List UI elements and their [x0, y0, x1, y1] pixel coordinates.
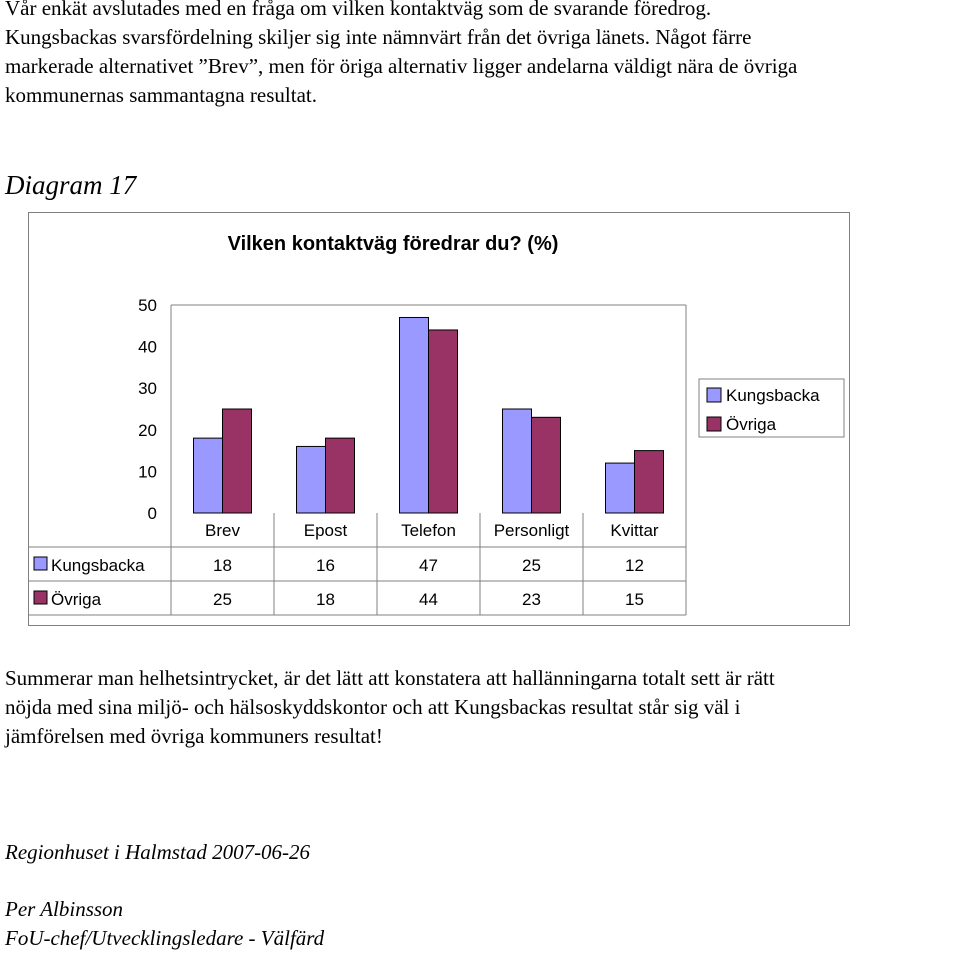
legend-label: Kungsbacka [726, 386, 820, 405]
data-label: 25 [213, 590, 232, 609]
footer-author-name: Per Albinsson [5, 897, 124, 921]
y-tick-label: 50 [138, 296, 157, 315]
bar-ovriga [635, 451, 664, 513]
bar-chart [29, 213, 851, 627]
data-label: 18 [316, 590, 335, 609]
bar-ovriga [223, 409, 252, 513]
footer-place-date: Regionhuset i Halmstad 2007-06-26 [5, 840, 311, 864]
bar-kungsbacka [297, 446, 326, 513]
bar-kungsbacka [606, 463, 635, 513]
bar-kungsbacka [194, 438, 223, 513]
bar-kungsbacka [400, 317, 429, 513]
bar-kungsbacka [503, 409, 532, 513]
table-legend-swatch [34, 591, 47, 604]
intro-line: Kungsbackas svarsfördelning skiljer sig inte nämnvärt från det övriga länets. Något färre [5, 25, 752, 49]
y-tick-label: 10 [138, 462, 157, 482]
x-tick-label: Personligt [493, 521, 570, 540]
data-label: 25 [522, 556, 541, 575]
y-tick-label: 30 [138, 379, 157, 399]
data-label: 16 [316, 556, 335, 575]
y-tick-label: 20 [138, 420, 157, 440]
x-tick-label: Brev [205, 521, 240, 540]
summary-line: nöjda med sina miljö- och hälsoskyddskontor och att Kungsbackas resultat står sig väl i [5, 695, 741, 719]
intro-line: markerade alternativet ”Brev”, men för öriga alternativ ligger andelarna väldigt nära de övriga [5, 54, 798, 78]
x-tick-label: Telefon [401, 521, 456, 540]
table-series-label: Kungsbacka [51, 556, 145, 575]
intro-line: Vår enkät avslutades med en fråga om vilken kontaktväg som de svarande föredrog. [5, 0, 712, 20]
summary-paragraph [5, 664, 960, 751]
diagram-heading: Diagram 17 [5, 170, 137, 200]
summary-line: Summerar man helhetsintrycket, är det lätt att konstatera att hallänningarna totalt sett är rätt [5, 666, 775, 690]
data-label: 12 [625, 556, 644, 575]
chart-title: Vilken kontaktväg föredrar du? (%) [227, 233, 559, 255]
legend-swatch [707, 388, 721, 402]
data-label: 44 [419, 590, 438, 609]
table-series-label: Övriga [51, 590, 102, 609]
legend-label: Övriga [726, 415, 777, 434]
intro-line: kommunernas sammantagna resultat. [5, 83, 317, 107]
data-label: 47 [419, 556, 438, 575]
x-tick-label: Epost [303, 521, 348, 540]
y-tick-label: 0 [147, 504, 157, 523]
bar-ovriga [326, 438, 355, 513]
data-label: 23 [522, 590, 541, 609]
x-tick-label: Kvittar [610, 521, 659, 540]
bar-ovriga [429, 330, 458, 513]
footer-author-title: FoU-chef/Utvecklingsledare - Välfärd [5, 926, 325, 950]
chart-frame [28, 212, 850, 626]
bar-ovriga [532, 417, 561, 513]
summary-line: jämförelsen med övriga kommuners resultat! [5, 724, 383, 748]
data-label: 15 [625, 590, 644, 609]
legend-swatch [707, 417, 721, 431]
table-legend-swatch [34, 557, 47, 570]
data-label: 18 [213, 556, 232, 575]
y-tick-label: 40 [138, 337, 157, 357]
intro-paragraph [5, 0, 960, 110]
